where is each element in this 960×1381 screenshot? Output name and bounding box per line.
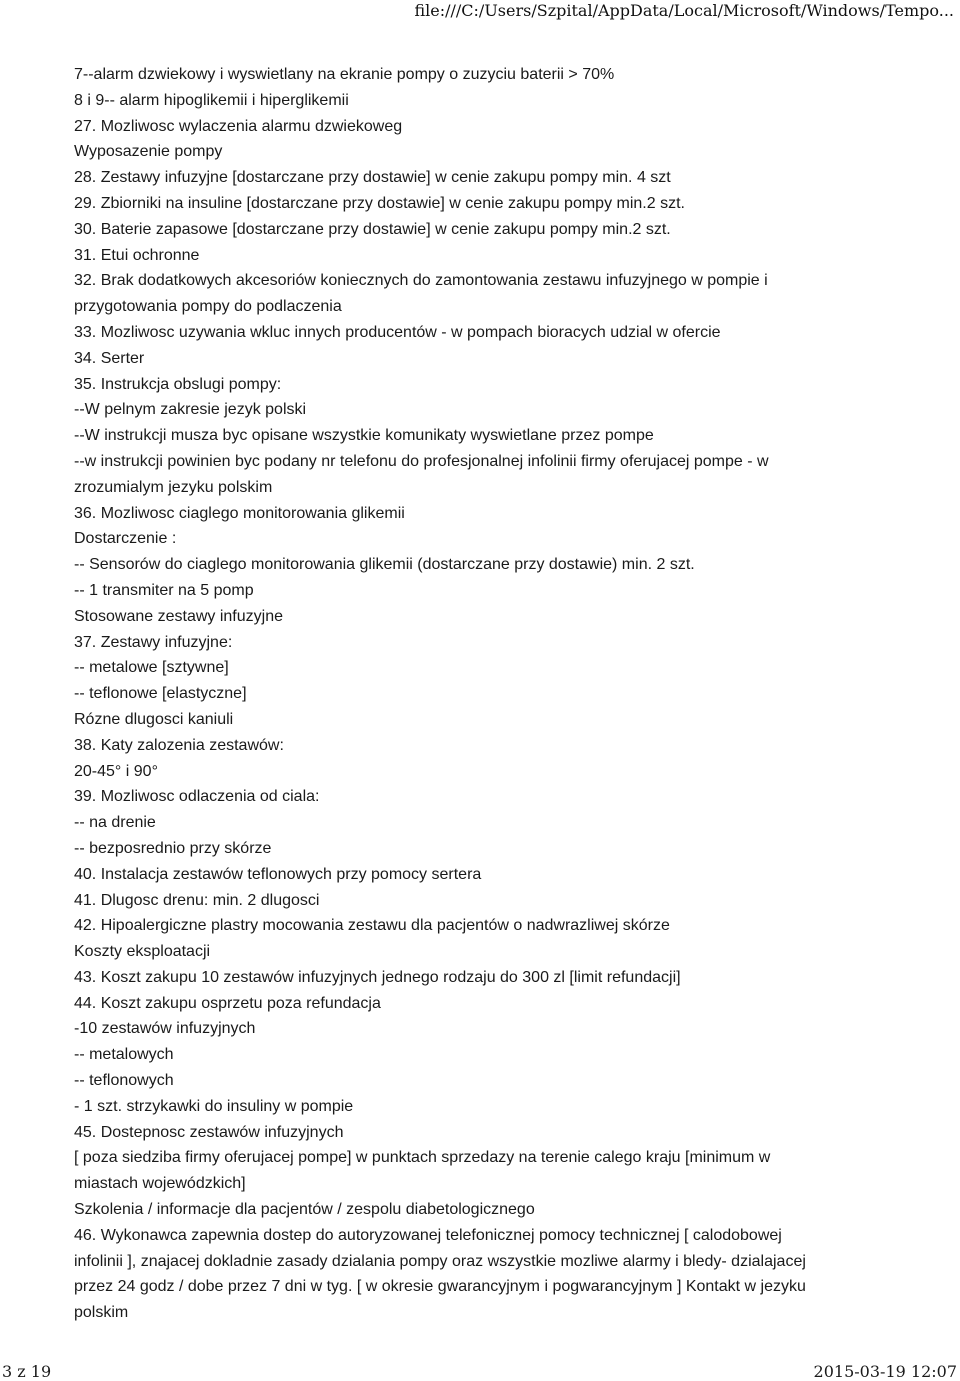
- document-line: 28. Zestawy infuzyjne [dostarczane przy dostawie] w cenie zakupu pompy min. 4 szt: [74, 169, 671, 187]
- header-file-url: file:///C:/Users/Szpital/AppData/Local/Microsoft/Windows/Tempo...: [414, 1, 954, 20]
- footer-page-number: 3 z 19: [2, 1362, 52, 1381]
- document-line: 43. Koszt zakupu 10 zestawów infuzyjnych jednego rodzaju do 300 zl [limit refundacji]: [74, 968, 681, 986]
- document-line: 44. Koszt zakupu osprzetu poza refundacja: [74, 994, 381, 1012]
- document-line: Koszty eksploatacji: [74, 943, 211, 961]
- document-line: Dostarczenie :: [74, 530, 177, 548]
- document-line: -- teflonowych: [74, 1072, 174, 1090]
- document-line: 29. Zbiorniki na insuline [dostarczane przy dostawie] w cenie zakupu pompy min.2 szt.: [74, 194, 685, 212]
- document-line: Rózne dlugosci kaniuli: [74, 710, 234, 728]
- document-line: przez 24 godz / dobe przez 7 dni w tyg. [ w okresie gwarancyjnym i pogwarancyjnym ] Kontakt w jezyku: [74, 1278, 806, 1296]
- document-line: 37. Zestawy infuzyjne:: [74, 633, 233, 651]
- document-line: 31. Etui ochronne: [74, 246, 200, 264]
- document-line: 45. Dostepnosc zestawów infuzyjnych: [74, 1123, 344, 1141]
- document-line: 33. Mozliwosc uzywania wkluc innych producentów - w pompach bioracych udzial w ofercie: [74, 323, 721, 341]
- footer-datetime: 2015-03-19 12:07: [813, 1362, 957, 1381]
- document-line: przygotowania pompy do podlaczenia: [74, 298, 342, 316]
- document-line: Stosowane zestawy infuzyjne: [74, 607, 283, 625]
- document-line: 41. Dlugosc drenu: min. 2 dlugosci: [74, 891, 320, 909]
- document-line: 20-45° i 90°: [74, 762, 158, 780]
- document-line: [ poza siedziba firmy oferujacej pompe] w punktach sprzedazy na terenie calego kraju [minimum w: [74, 1149, 771, 1167]
- document-line: 27. Mozliwosc wylaczenia alarmu dzwiekoweg: [74, 117, 403, 135]
- document-body: [74, 62, 874, 1326]
- document-line: 32. Brak dodatkowych akcesoriów koniecznych do zamontowania zestawu infuzyjnego w pompie i: [74, 272, 768, 290]
- document-line: 39. Mozliwosc odlaczenia od ciala:: [74, 788, 320, 806]
- document-line: -- metalowe [sztywne]: [74, 659, 229, 677]
- document-line: 30. Baterie zapasowe [dostarczane przy dostawie] w cenie zakupu pompy min.2 szt.: [74, 220, 671, 238]
- document-line: 34. Serter: [74, 349, 145, 367]
- document-line: 40. Instalacja zestawów teflonowych przy pomocy sertera: [74, 865, 482, 883]
- document-line: 42. Hipoalergiczne plastry mocowania zestawu dla pacjentów o nadwrazliwej skórze: [74, 917, 670, 935]
- document-line: infolinii ], znajacej dokladnie zasady dzialania pompy oraz wszystkie mozliwe alarmy i bledy- dzialajacej: [74, 1252, 806, 1270]
- document-line: -- na drenie: [74, 814, 156, 832]
- document-line: 7--alarm dzwiekowy i wyswietlany na ekranie pompy o zuzyciu baterii > 70%: [74, 66, 615, 83]
- document-line: -- teflonowe [elastyczne]: [74, 685, 247, 703]
- document-line: -10 zestawów infuzyjnych: [74, 1020, 256, 1038]
- document-line: -- bezposrednio przy skórze: [74, 839, 272, 857]
- document-line: zrozumialym jezyku polskim: [74, 478, 273, 496]
- document-line: -- 1 transmiter na 5 pomp: [74, 581, 254, 599]
- document-line: --W pelnym zakresie jezyk polski: [74, 401, 307, 419]
- document-line: - 1 szt. strzykawki do insuliny w pompie: [74, 1097, 354, 1115]
- document-line: Szkolenia / informacje dla pacjentów / zespolu diabetologicznego: [74, 1201, 535, 1219]
- document-line: 35. Instrukcja obslugi pompy:: [74, 375, 282, 393]
- document-line: 36. Mozliwosc ciaglego monitorowania glikemii: [74, 504, 405, 522]
- document-line: Wyposazenie pompy: [74, 143, 223, 161]
- document-line: --w instrukcji powinien byc podany nr telefonu do profesjonalnej infolinii firmy oferujacej pompe - w: [74, 452, 769, 470]
- document-line: -- metalowych: [74, 1046, 174, 1064]
- document-line: 38. Katy zalozenia zestawów:: [74, 736, 284, 754]
- document-line: 46. Wykonawca zapewnia dostep do autoryzowanej telefonicznej pomocy technicznej [ calodobowej: [74, 1226, 782, 1244]
- document-line: -- Sensorów do ciaglego monitorowania glikemii (dostarczane przy dostawie) min. 2 szt.: [74, 556, 695, 574]
- document-line: polskim: [74, 1304, 129, 1322]
- document-line: --W instrukcji musza byc opisane wszystkie komunikaty wyswietlane przez pompe: [74, 427, 654, 445]
- document-line: miastach wojewódzkich]: [74, 1175, 246, 1193]
- document-line: 8 i 9-- alarm hipoglikemii i hiperglikemii: [74, 91, 349, 109]
